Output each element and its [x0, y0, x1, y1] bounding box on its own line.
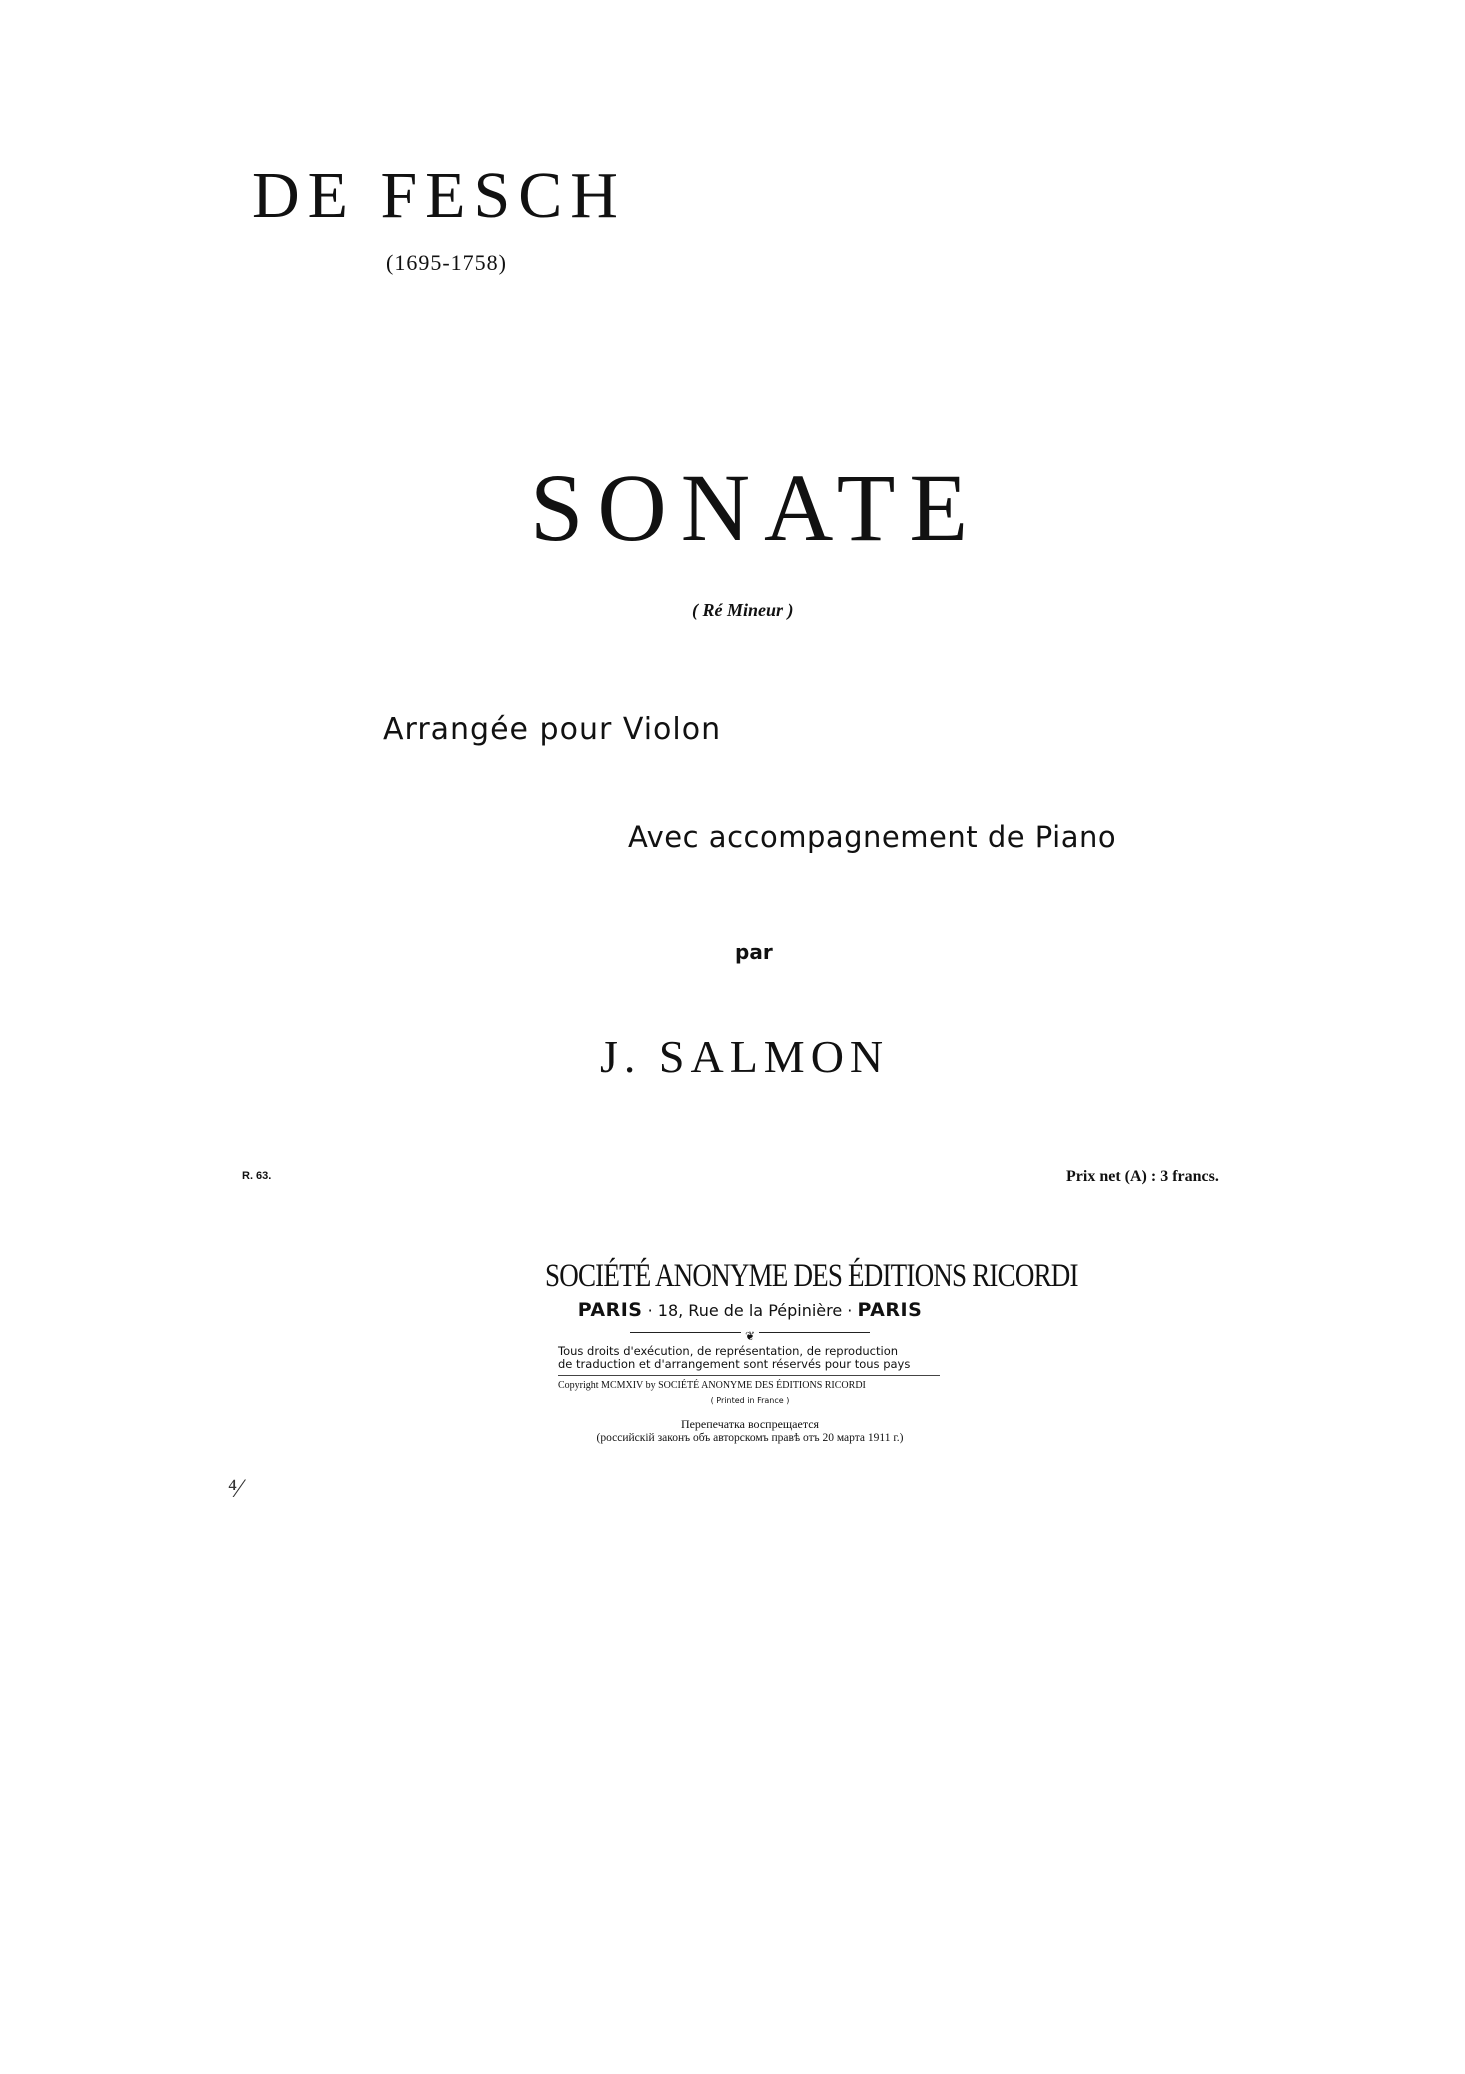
rights-notice	[540, 1345, 960, 1371]
russian-notice-line-2: (российскій законъ объ авторскомъ правѣ отъ 20 марта 1911 г.)	[596, 1432, 904, 1444]
rights-line-2: de traduction et d'arrangement sont réservés pour tous pays	[558, 1357, 911, 1371]
arranger-name: J. SALMON	[600, 1031, 890, 1082]
arrangement-line: Arrangée pour Violon	[383, 712, 722, 747]
rights-line-1: Tous droits d'exécution, de représentation, de reproduction	[558, 1344, 899, 1358]
work-title: SONATE	[530, 454, 983, 561]
accompaniment-line: Avec accompagnement de Piano	[628, 820, 1117, 854]
publisher-address	[540, 1299, 960, 1321]
price-line: Prix net (A) : 3 francs.	[1066, 1168, 1219, 1185]
publisher-street: · 18, Rue de la Pépinière ·	[647, 1301, 853, 1320]
publisher-city-right: PARIS	[857, 1299, 923, 1321]
publisher-city-left: PARIS	[577, 1299, 643, 1321]
composer-dates: (1695-1758)	[386, 250, 507, 275]
work-key: ( Ré Mineur )	[692, 600, 794, 620]
par-label: par	[735, 940, 773, 964]
publisher-name: SOCIÉTÉ ANONYME DES ÉDITIONS RICORDI	[545, 1258, 1078, 1294]
ornament-icon: ❦	[741, 1329, 759, 1343]
printed-in-line: ( Printed in France )	[710, 1396, 790, 1405]
ornament-divider	[630, 1325, 870, 1343]
copyright-line: Copyright MCMXIV by SOCIÉTÉ ANONYME DES ÉDITIONS RICORDI	[558, 1380, 866, 1391]
catalog-number: R. 63.	[242, 1170, 272, 1182]
russian-notice-line-1: Перепечатка воспрещается	[680, 1417, 820, 1431]
rights-divider	[558, 1375, 940, 1376]
composer-name: DE FESCH	[252, 159, 626, 232]
publisher-imprint	[540, 1258, 1078, 1444]
margin-pencil-mark: ⁴⁄	[228, 1474, 242, 1503]
